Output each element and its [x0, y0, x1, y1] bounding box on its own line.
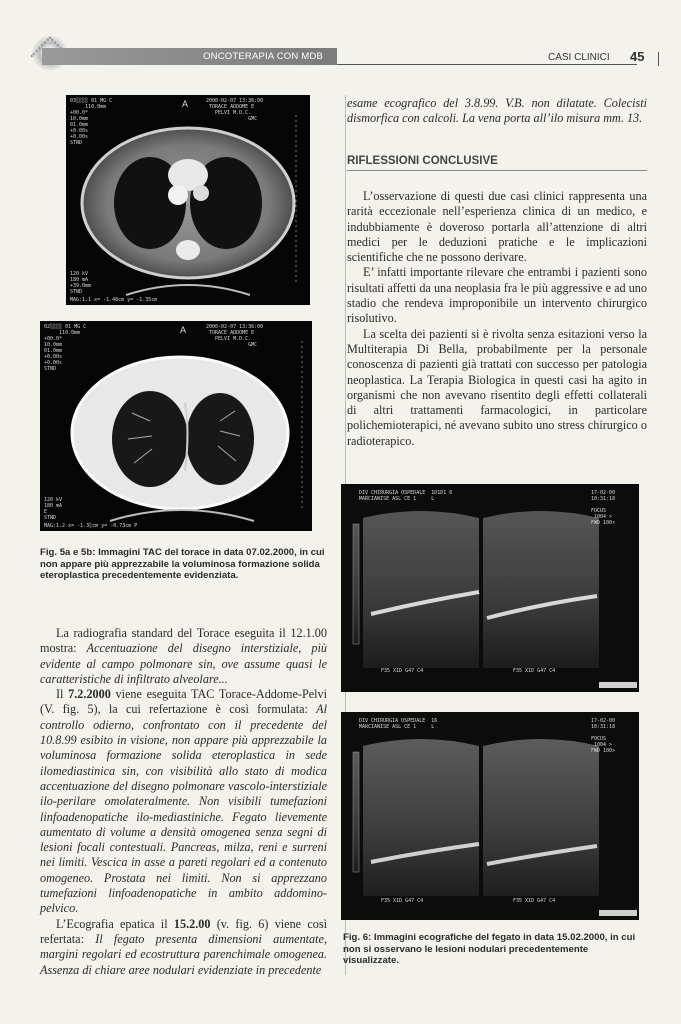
- journal-title: ONCOTERAPIA CON MDB: [203, 51, 323, 62]
- ultrasound-1-header: DIV CHIRURGIA OSPEDALE 1D1D1 6 MARCIANISE ASL CE 1 L: [359, 490, 453, 502]
- paragraph-ct-report: Il 7.2.2000 viene eseguita TAC Torace-Addome-Pelvi (V. fig. 5), la cui refertazione è così formulata: Al controllo odierno, confrontato con il precedente del 10.8.99 esibito in visione, non appare più apprezzabile la voluminosa formazione solida eteroplastica in sede ilomediastinica sin, con visibilità allo stato di modica accentuazione del disegno polmonare vascolo-interstiziale ilo-perilare omolateralmente. Non visibili tumefazioni linfoadenopatiche ilo-mediastiniche. Fegato lievemente aumentato di volume a densità omogenea senza segni di lesioni focali contestuali. Pancreas, milza, reni e surreni nei limiti. Vescica in asse a pareti regolari ed a contenuto omogeneo. Prostata nei limiti. Non si apprezzano tumefazioni linfoadenopatiche in ambito addomino-pelvico.: [40, 687, 327, 916]
- ct-scan-mediastinal-image: [66, 95, 310, 305]
- ultrasound-1-side-info: 17-02-00 10:31:18 FOCUS 1004 > FWD 100>: [591, 490, 616, 526]
- ct-1-bottom-left-info: 120 kV 180 mA +39.0mm STND: [70, 271, 92, 295]
- left-column-body: [40, 626, 327, 978]
- figure-6-caption: Fig. 6: Immagini ecografiche del fegato in data 15.02.2000, in cui non si osservano le lesioni nodulari precedentemente visualizzate.: [343, 932, 636, 966]
- ultrasound-image-1: [341, 484, 639, 692]
- ct-2-bottom-left-info: 120 kV 180 mA E STND: [44, 497, 63, 521]
- conclusions-body: [347, 189, 647, 449]
- ultrasound-1-label-left: F35 X1D G47 C4: [381, 668, 424, 674]
- ultrasound-image-2: [341, 712, 639, 920]
- conclusion-paragraph-1: L’osservazione di questi due casi clinici rappresenta una rarità eccezionale nell’esperienza clinica di un medico, e indubbiamente è doveroso portarla all’attenzione di altri medici per le deduzioni pratiche e le implicazioni scientifiche che ne possono derivare.: [347, 189, 647, 265]
- paragraph-ultrasound: L’Ecografia epatica il 15.2.00 (v. fig. 6) viene così refertata: Il fegato presenta dimensioni aumentate, margini regolari ed ecostruttura parenchimale omogenea. Assenza di chiare aree nodulari evidenziate in precedente: [40, 916, 328, 977]
- ultrasound-2-label-left: F35 X1D G47 C4: [381, 898, 424, 904]
- ct-2-marker: A: [180, 325, 187, 335]
- ultrasound-2-header: DIV CHIRURGIA OSPEDALE 16 MARCIANISE ASL CE 1 L: [359, 718, 438, 730]
- conclusion-paragraph-2: E’ infatti importante rilevare che entrambi i pazienti sono risultati affetti da una neoplasia fra le più aggressive e ad uno stadio che rendeva improponibile un intervento chirurgico risolutivo.: [347, 265, 647, 326]
- ct-scan-lung-image: [40, 321, 312, 531]
- journal-header-bar: [42, 48, 337, 65]
- ultrasound-2-label-right: F35 X1D G47 C4: [513, 898, 556, 904]
- ct-1-top-left-info: 03░░░░ 01 MG C 110.0mm +00.0* 10.0mm 01.0mm +0.00s +0.00s STND: [70, 98, 113, 146]
- ct-1-marker: A: [182, 99, 189, 109]
- ct-2-top-left-info: 02░░░░ 01 MG C 110.0mm +00.0* 10.0mm 01.0mm +0.00s +0.00s STND: [44, 324, 87, 372]
- ct-2-top-right-info: 2000-02-07 13:36:00 TORACE ADDOME E PELVI M.D.C. GMC: [206, 324, 264, 348]
- ultrasound-2-side-info: 17-02-00 10:31:18 FOCUS 1004 > FWD 100>: [591, 718, 616, 754]
- paragraph-radiography: La radiografia standard del Torace eseguita il 12.1.00 mostra: Accentuazione del disegno interstiziale, più evidente al campo polmonare sin, ove assume quasi le caratteristiche di infiltrato alveolare...: [40, 626, 327, 686]
- ct-1-top-right-info: 2000-02-07 13:36:00 TORACE ADDOME E PELVI M.D.C. GMC: [206, 98, 264, 122]
- margin-line: [658, 52, 659, 66]
- page-number: 45: [630, 49, 645, 64]
- ct-1-bottom-info: MAG:1.1 x= -1.48cm y= -1.35cm: [70, 297, 158, 303]
- right-column-continuation: esame ecografico del 3.8.99. V.B. non dilatate. Colecisti dismorfica con calcoli. La vena porta all’ilo misura mm. 13.: [347, 96, 647, 126]
- figure-5-caption: Fig. 5a e 5b: Immagini TAC del torace in data 07.02.2000, in cui non appare più apprezzabile la voluminosa formazione solida eteroplastica precedentemente evidenziata.: [40, 547, 325, 581]
- conclusion-paragraph-3: La scelta dei pazienti si è rivolta senza esitazioni verso la Multiterapia Di Bella, probabilmente per la personale conoscenza di pazienti già trattati con successo per patologia neoplastica. La Terapia Biologica in questi casi ha agito in organismi che non avevano risentito degli effetti collaterali di altri trattamenti farmacologici, in particolare polichemioterapici, né avevano subito uno stress chirurgico o radioterapico.: [347, 326, 647, 448]
- ct-2-bottom-info: MAG:1.2 x= -1.3░cm y= -0.73cm P: [44, 523, 138, 529]
- ultrasound-1-label-right: F35 X1D G47 C4: [513, 668, 556, 674]
- header-rule: [337, 64, 637, 65]
- section-label: CASI CLINICI: [548, 52, 610, 63]
- section-heading: RIFLESSIONI CONCLUSIVE: [347, 155, 647, 171]
